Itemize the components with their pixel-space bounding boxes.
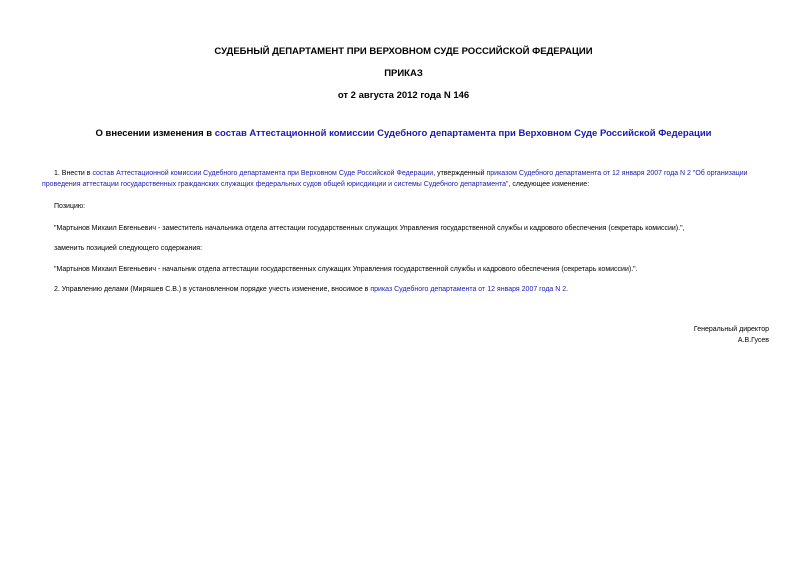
- department-title: СУДЕБНЫЙ ДЕПАРТАМЕНТ ПРИ ВЕРХОВНОМ СУДЕ РОССИЙСКОЙ ФЕДЕРАЦИИ: [214, 46, 593, 57]
- paragraph-2-end: .: [566, 286, 569, 293]
- paragraph-2: [54, 284, 568, 295]
- order-subject: [0, 128, 807, 140]
- document-type: ПРИКАЗ: [384, 68, 423, 79]
- replace-label: заменить позицией следующего содержания:: [54, 245, 203, 252]
- commission-composition-link[interactable]: состав Аттестационной комиссии Судебного департамента при Верховном Суде Российской Федерации: [92, 170, 434, 177]
- paragraph-1: [42, 168, 772, 190]
- new-position-text: "Мартынов Михаил Евгеньевич - начальник отдела аттестации государственных служащих Управления государственной службы и кадрового обеспечения (секретарь комиссии).".: [54, 266, 638, 273]
- old-position-text: "Мартынов Михаил Евгеньевич - заместитель начальника отдела аттестации государственных служащих Управления государственной службы и кадрового обеспечения (секретарь комиссии).",: [54, 225, 685, 232]
- paragraph-1-end: , следующее изменение:: [508, 181, 590, 188]
- paragraph-2-start: 2. Управлению делами (Миряшев С.В.) в установленном порядке учесть изменение, вносимое в: [54, 286, 371, 293]
- paragraph-1-number: 1. Внести в: [54, 170, 93, 177]
- subject-prefix: О внесении изменения в: [95, 128, 215, 139]
- paragraph-1-middle: , утвержденный: [433, 170, 487, 177]
- signer-title: Генеральный директор: [693, 326, 769, 333]
- order-date-number: от 2 августа 2012 года N 146: [337, 90, 470, 101]
- subject-commission-link[interactable]: состав Аттестационной комиссии Судебного департамента при Верховном Суде Российской Федерации: [214, 128, 712, 139]
- position-label: Позицию:: [54, 203, 86, 210]
- signer-name: А.В.Гусев: [737, 337, 769, 344]
- order-2007-link[interactable]: приказом Судебного департамента от 12 января 2007 года N 2 "Об организации проведения аттестации государственных гражданских служащих федеральных судов общей юрисдикции и системы Судебного департамента": [42, 170, 748, 188]
- order-2007-link-2[interactable]: приказ Судебного департамента от 12 января 2007 года N 2: [370, 286, 567, 293]
